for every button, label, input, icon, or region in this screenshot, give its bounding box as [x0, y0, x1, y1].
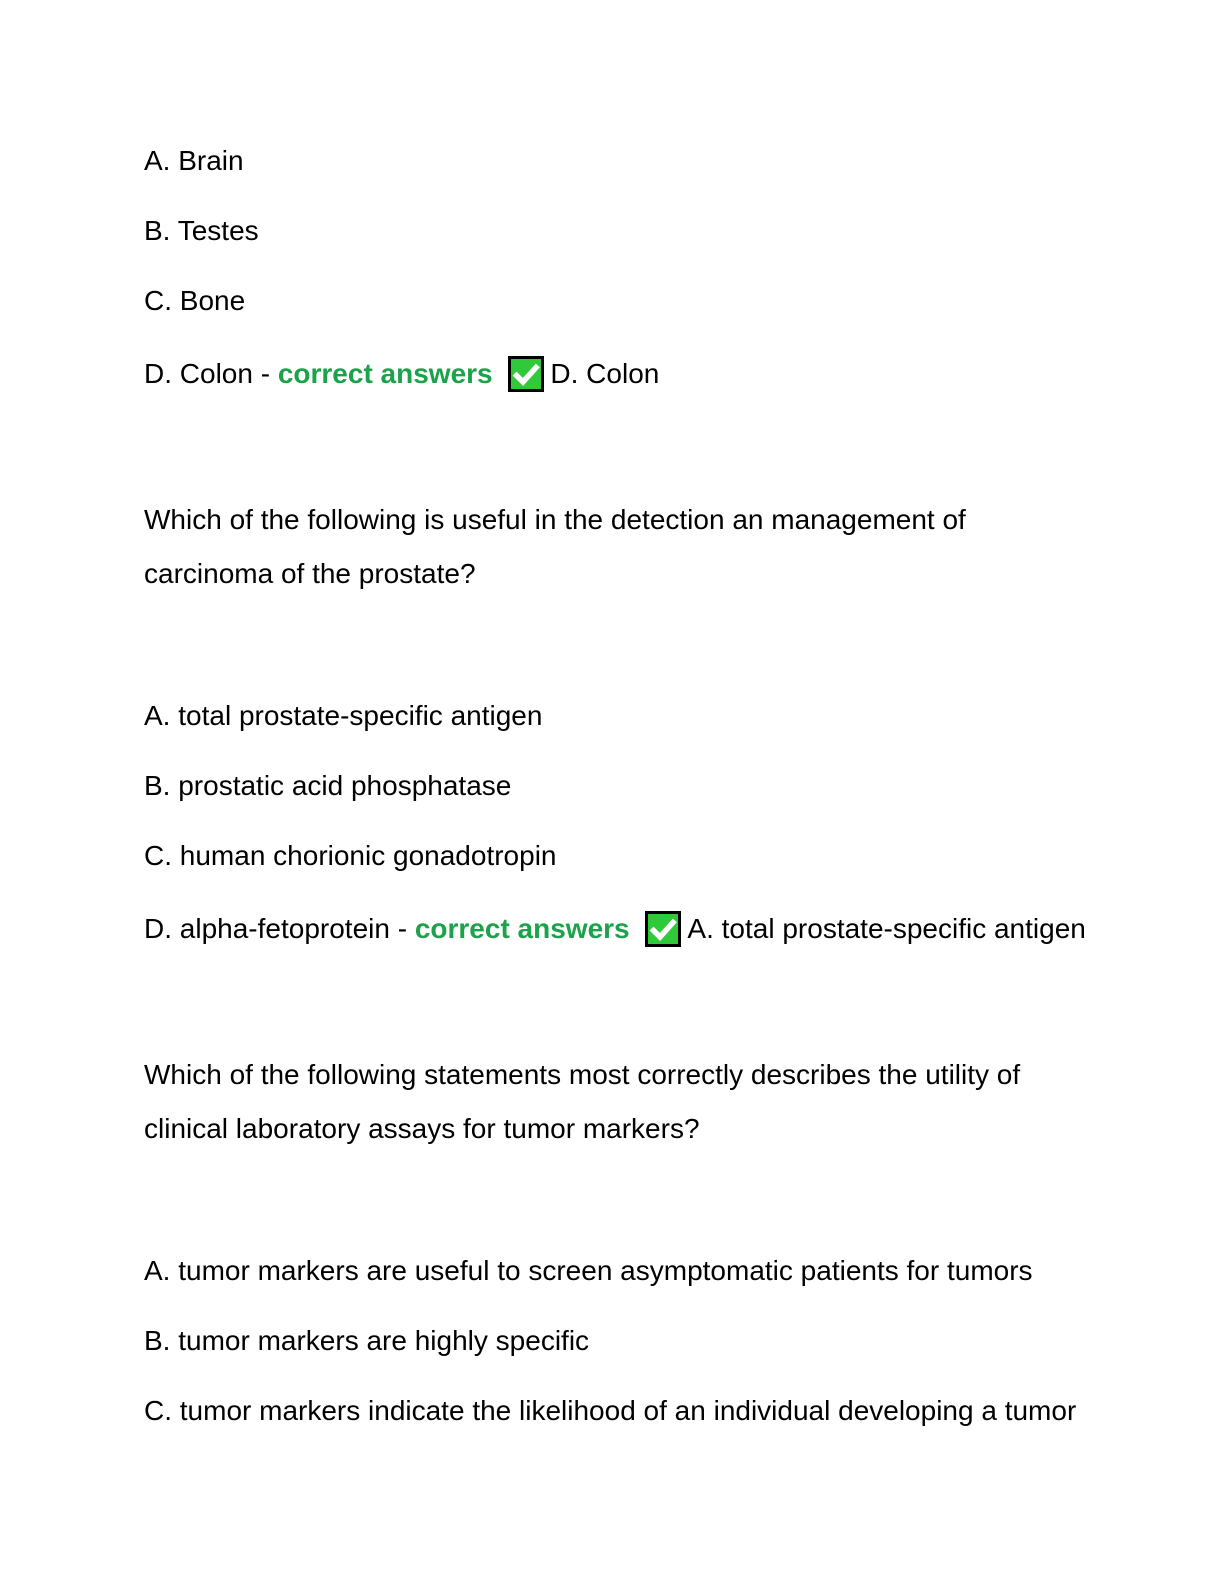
- question-text-line: carcinoma of the prostate?: [144, 558, 476, 589]
- options-group-3: [144, 1256, 1184, 1425]
- answer-option-c: [144, 1396, 1184, 1425]
- correct-answer-text: A. total prostate-specific antigen: [687, 913, 1086, 944]
- answer-option-text: C. human chorionic gonadotropin: [144, 840, 557, 871]
- correct-answer-text: D. Colon: [550, 358, 660, 389]
- answer-option-a: [144, 146, 1184, 175]
- answer-option-text: A. total prostate-specific antigen: [144, 700, 543, 731]
- question-text-line: Which of the following is useful in the detection an management of: [144, 504, 966, 535]
- answer-option-b: [144, 216, 1184, 245]
- answer-option-text: B. tumor markers are highly specific: [144, 1325, 590, 1356]
- answer-option-text: C. tumor markers indicate the likelihood of an individual developing a tumor: [144, 1395, 1077, 1426]
- answer-option-text: D. Colon -: [144, 358, 271, 389]
- answer-option-text: D. alpha-fetoprotein -: [144, 913, 408, 944]
- answer-option-b: [144, 1326, 1184, 1355]
- answer-option-text: A. tumor markers are useful to screen asymptomatic patients for tumors: [144, 1255, 1033, 1286]
- answer-option-text: C. Bone: [144, 285, 246, 316]
- answer-line-q2: [144, 911, 1184, 947]
- answer-option-text: B. prostatic acid phosphatase: [144, 770, 512, 801]
- options-group-1: [144, 146, 1184, 392]
- answer-option-c: [144, 286, 1184, 315]
- answer-option-a: [144, 701, 1184, 730]
- answer-option-a: [144, 1256, 1184, 1285]
- question-2: [144, 493, 1184, 601]
- question-text-line: clinical laboratory assays for tumor markers?: [144, 1113, 700, 1144]
- question-3: [144, 1048, 1184, 1156]
- answer-option-text: B. Testes: [144, 215, 259, 246]
- options-group-2: [144, 701, 1184, 947]
- correct-answers-label: correct answers: [414, 913, 630, 944]
- question-text-line: Which of the following statements most correctly describes the utility of: [144, 1059, 1021, 1090]
- answer-option-text: A. Brain: [144, 145, 244, 176]
- correct-answers-label: correct answers: [277, 358, 493, 389]
- checkmark-icon: [645, 911, 681, 947]
- answer-option-c: [144, 841, 1184, 870]
- checkmark-icon: [508, 356, 544, 392]
- answer-option-b: [144, 771, 1184, 800]
- answer-line-q1: [144, 356, 1184, 392]
